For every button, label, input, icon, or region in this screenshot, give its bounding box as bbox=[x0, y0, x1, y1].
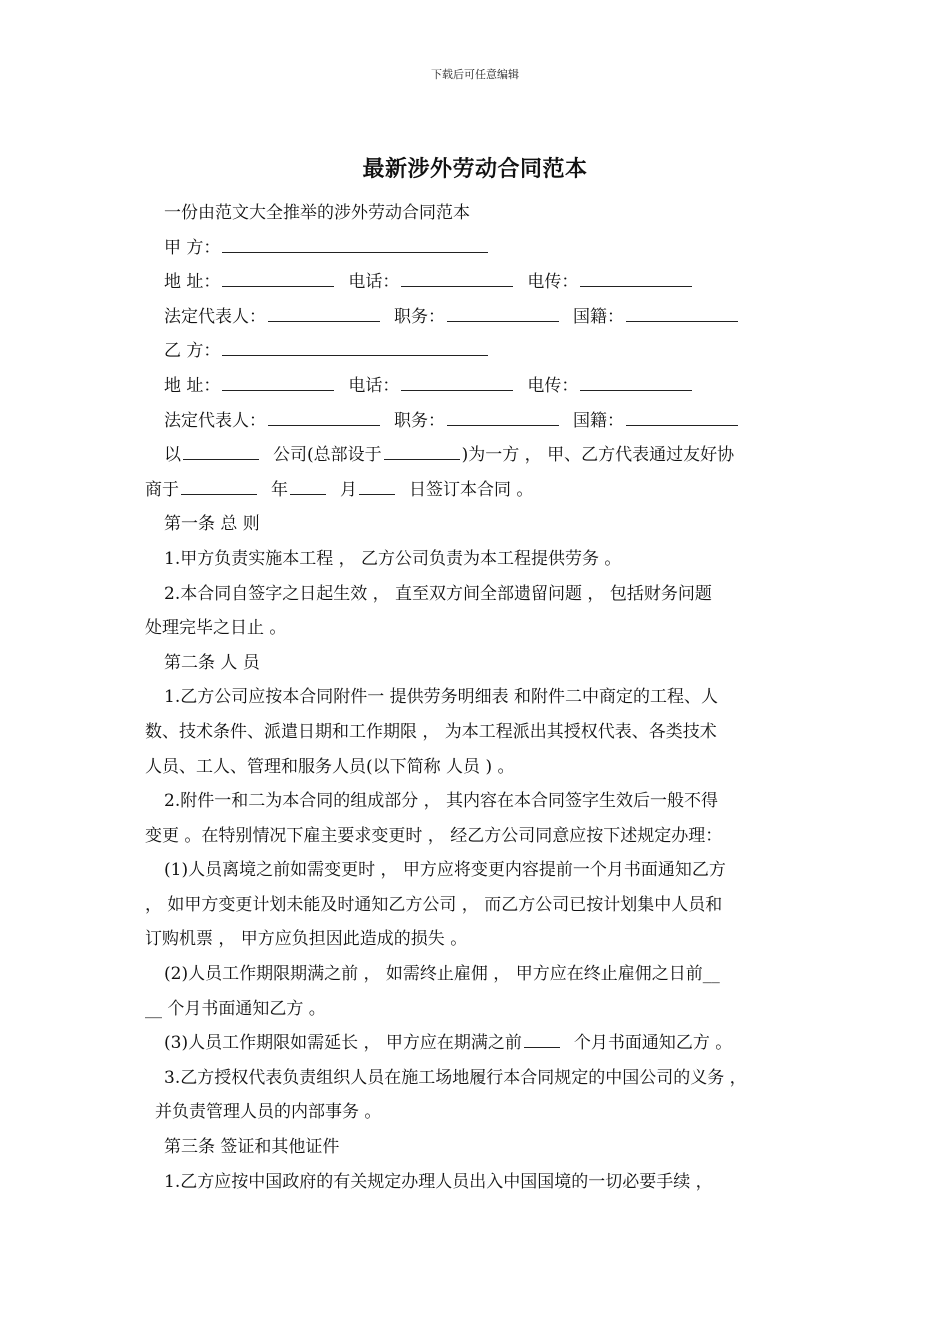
preamble-text: 以 bbox=[164, 445, 181, 466]
preamble-text: )为一方 ， 甲、乙方代表通过友好协 bbox=[461, 445, 735, 466]
fax-label: 电传： bbox=[527, 375, 579, 396]
article-2-sub-2-line-2: __ 个月书面通知乙方 。 bbox=[145, 998, 326, 1019]
position-blank[interactable] bbox=[447, 408, 559, 426]
extension-months-blank[interactable] bbox=[524, 1030, 560, 1048]
phone-blank[interactable] bbox=[401, 269, 513, 287]
article-2-sub-1-line-2: ， 如甲方变更计划未能及时通知乙方公司 ， 而乙方公司已按计划集中人员和 bbox=[145, 894, 723, 915]
month-blank[interactable] bbox=[290, 477, 326, 495]
phone-label: 电话： bbox=[348, 272, 400, 293]
preamble-text: 商于 bbox=[145, 479, 179, 500]
rep-blank[interactable] bbox=[268, 304, 380, 322]
article-2-item-1-line-3: 人员、工人、管理和服务人员(以下简称 人员 ) 。 bbox=[145, 756, 515, 777]
preamble-line-1 bbox=[145, 438, 815, 473]
phone-label: 电话： bbox=[348, 375, 400, 396]
rep-blank[interactable] bbox=[268, 408, 380, 426]
article-1-heading: 第一条 总 则 bbox=[164, 514, 260, 535]
article-2-sub-2-line-1: (2)人员工作期限期满之前 ， 如需终止雇佣 ， 甲方应在终止雇佣之日前__ bbox=[164, 964, 720, 985]
party-b-blank[interactable] bbox=[222, 338, 488, 356]
intro-line: 一份由范文大全推举的涉外劳动合同范本 bbox=[164, 203, 470, 223]
fax-blank[interactable] bbox=[580, 269, 692, 287]
article-1-item-1: 1.甲方负责实施本工程 ， 乙方公司负责为本工程提供劳务 。 bbox=[164, 548, 622, 569]
party-a-label: 甲 方： bbox=[164, 237, 221, 258]
party-b-label: 乙 方： bbox=[164, 341, 221, 362]
nationality-label: 国籍： bbox=[573, 306, 624, 327]
party-a-contact-line bbox=[145, 265, 815, 300]
nationality-label: 国籍： bbox=[573, 410, 624, 431]
nationality-blank[interactable] bbox=[626, 408, 738, 426]
sub-3-text: (3)人员工作期限如需延长 ， 甲方应在期满之前 bbox=[164, 1033, 522, 1054]
article-3-item-1-line-1: 1.乙方应按中国政府的有关规定办理人员出入中国国境的一切必要手续 ， bbox=[164, 1171, 713, 1192]
article-2-item-2-line-2: 变更 。在特别情况下雇主要求变更时 ， 经乙方公司同意应按下述规定办理： bbox=[145, 825, 723, 846]
article-3-heading: 第三条 签证和其他证件 bbox=[164, 1137, 340, 1158]
hq-blank[interactable] bbox=[384, 442, 460, 460]
fax-label: 电传： bbox=[527, 272, 579, 293]
phone-blank[interactable] bbox=[401, 373, 513, 391]
article-2-item-1-line-2: 数、技术条件、派遣日期和工作期限 ， 为本工程派出其授权代表、各类技术 bbox=[145, 721, 717, 742]
sub-3-text: 个月书面通知乙方 。 bbox=[573, 1033, 733, 1054]
address-label: 地 址： bbox=[164, 272, 221, 293]
article-2-item-2-line-1: 2.附件一和二为本合同的组成部分 ， 其内容在本合同签字生效后一般不得 bbox=[164, 791, 719, 812]
preamble-text: 公司(总部设于 bbox=[273, 445, 382, 466]
preamble-text: 月 bbox=[340, 479, 357, 500]
article-2-item-3-line-2: 并负责管理人员的内部事务 。 bbox=[155, 1102, 382, 1123]
position-label: 职务： bbox=[394, 410, 445, 431]
article-2-item-3-line-1: 3.乙方授权代表负责组织人员在施工场地履行本合同规定的中国公司的义务 ， bbox=[164, 1067, 747, 1088]
rep-label: 法定代表人： bbox=[164, 306, 266, 327]
article-1-item-2-line-1: 2.本合同自签字之日起生效 ， 直至双方间全部遗留问题 ， 包括财务问题 bbox=[164, 583, 712, 604]
document-title: 最新涉外劳动合同范本 bbox=[362, 156, 588, 182]
document-body bbox=[145, 196, 815, 1199]
position-label: 职务： bbox=[394, 306, 445, 327]
preamble-text: 年 bbox=[271, 479, 288, 500]
day-blank[interactable] bbox=[359, 477, 395, 495]
preamble-line-2 bbox=[145, 473, 815, 508]
address-label: 地 址： bbox=[164, 375, 221, 396]
article-2-heading: 第二条 人 员 bbox=[164, 652, 260, 673]
position-blank[interactable] bbox=[447, 304, 559, 322]
party-a-line bbox=[145, 231, 815, 266]
sign-place-blank[interactable] bbox=[181, 477, 257, 495]
party-b-contact-line bbox=[145, 369, 815, 404]
header-note: 下载后可任意编辑 bbox=[431, 68, 519, 81]
party-b-line bbox=[145, 334, 815, 369]
address-blank[interactable] bbox=[222, 373, 334, 391]
article-2-sub-1-line-3: 订购机票 ， 甲方应负担因此造成的损失 。 bbox=[145, 929, 468, 950]
party-b-rep-line bbox=[145, 404, 815, 439]
rep-label: 法定代表人： bbox=[164, 410, 266, 431]
nationality-blank[interactable] bbox=[626, 304, 738, 322]
fax-blank[interactable] bbox=[580, 373, 692, 391]
article-2-sub-1-line-1: (1)人员离境之前如需变更时 ， 甲方应将变更内容提前一个月书面通知乙方 bbox=[164, 860, 726, 881]
company-blank[interactable] bbox=[183, 442, 259, 460]
party-a-rep-line bbox=[145, 300, 815, 335]
party-a-blank[interactable] bbox=[222, 235, 488, 253]
article-1-item-2-line-2: 处理完毕之日止 。 bbox=[145, 618, 287, 639]
address-blank[interactable] bbox=[222, 269, 334, 287]
preamble-text: 日签订本合同 。 bbox=[409, 479, 534, 500]
article-2-item-1-line-1: 1.乙方公司应按本合同附件一 提供劳务明细表 和附件二中商定的工程、人 bbox=[164, 687, 719, 708]
article-2-sub-3 bbox=[145, 1026, 815, 1061]
